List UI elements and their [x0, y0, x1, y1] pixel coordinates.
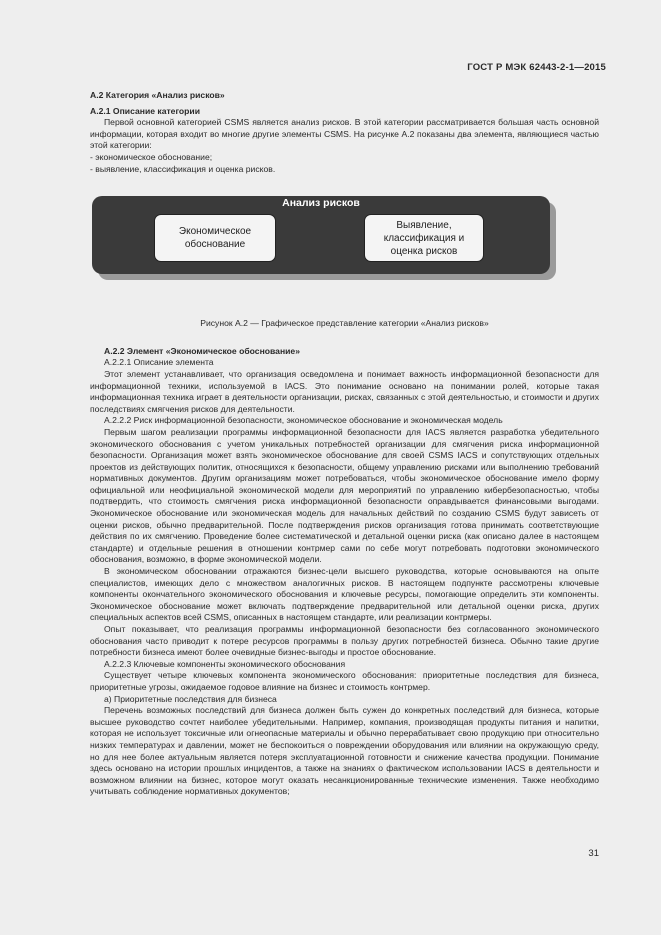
page-number: 31: [588, 848, 599, 859]
figure-title: Анализ рисков: [282, 197, 360, 210]
figure-element-box: [364, 214, 484, 262]
section-heading: A.2 Категория «Анализ рисков»: [90, 90, 225, 100]
paragraph: Опыт показывает, что реализация программы информационной безопасности без согласованного экономического обоснования часто приводит к потере ресурсов программы в пользу других потребностей бизнеса. Обычно такие другие потребности бизнеса имеют более очевидные бизнес-выгоды и простое обоснование.: [90, 624, 599, 658]
paragraph: Первой основной категорией CSMS является анализ рисков. В этой категории рассматривается большая часть основной информации, которая входит во многие другие элементы CSMS. На рисунке А.2 показаны два элемента, являющиеся частью этой категории:: [90, 117, 599, 151]
subheading: А.2.2.3 Ключевые компоненты экономического обоснования: [104, 658, 346, 669]
paragraph: Первым шагом реализации программы информационной безопасности для IACS является разработка убедительного экономического обоснования с учетом уникальных потребностей организации для смягчения риска информационной безопасности. Организация может взять экономическое обоснование для своей CSMS IACS и сопутствующих отдельных проектов из действующих политик, относящихся к безопасности, общему управлению рисками или выполнению требований нормативных документов. Другим организациям может потребоваться, чтобы экономическое обоснование имело форму официальной или неофициальной экономической модели для мероприятий по управлению кибербезопасностью, чтобы подтвердить, что стоимость смягчения риска информационной безопасности оправдывается финансовыми выгодами. Экономическое обоснование или экономическая модель для начальных действий по созданию CSMS будут зависеть от оценки рисков, обычно предварительной. После подтверждения рисков организация готова принимать соответствующие действия по их смягчению. Проведение более систематической и детальной оценки риска (как описано далее в настоящем стандарте) и отдельные решения в отношении контрмер сами по себе могут потребовать подготовки экономического обоснования, возможно, в форме экономической модели.: [90, 426, 599, 565]
bullet-list: [90, 152, 599, 175]
figure-category-box: [92, 196, 550, 274]
figure-caption: Рисунок А.2 — Графическое представление категории «Анализ рисков»: [200, 318, 489, 329]
list-item: - экономическое обоснование;: [90, 151, 213, 162]
list-item: - выявление, классификация и оценка рисков.: [90, 163, 276, 174]
figure-a2: [90, 190, 599, 318]
subheading: А.2.2.2 Риск информационной безопасности, экономическое обоснование и экономическая модель: [104, 415, 503, 426]
paragraph: Этот элемент устанавливает, что организация осведомлена и понимает важность информационной безопасности для информационной техники, используемой в IACS. Это понимание основано на понимании ролей, которые такая информационная техника играет в деятельности организации, рисках, связанных с этой деятельностью, и стоимости и других последствиях смягчения рисков для деятельности.: [90, 368, 599, 414]
page-content: [90, 90, 599, 798]
figure-element-box: [154, 214, 276, 262]
subsection-heading: A.2.1 Описание категории: [90, 105, 200, 116]
figure-element-label: Выявление, классификация и оценка рисков: [383, 219, 465, 257]
subheading: а) Приоритетные последствия для бизнеса: [104, 693, 277, 704]
figure-element-label: Экономическое обоснование: [178, 226, 252, 251]
paragraph: Существует четыре ключевых компонента экономического обоснования: приоритетные последствия для бизнеса, приоритетные угрозы, ожидаемое годовое влияние на бизнес и стоимость контрмер.: [90, 670, 599, 692]
paragraph: Перечень возможных последствий для бизнеса должен быть сужен до конкретных последствий для бизнеса, которые высшее руководство сочтет наиболее убедительными. Например, компания, производящая продукты питания и напитки, которая не использует токсичные или огнеопасные материалы и обычно перерабатывает свою продукцию при относительно низких температурах и давлении, может не беспокоиться о повреждении оборудования или влиянии на окружающую среду, но для нее более актуальным является потеря эксплуатационной готовности и снижение качества продукции. Понимание здесь основано на истории прошлых инцидентов, а также на знаниях о фактическом использовании IACS в деятельности и возможном влиянии на бизнес, которое могут оказать несанкционированные технические изменения. Также необходимо учитывать соблюдение нормативных документов;: [90, 705, 599, 797]
standard-header: ГОСТ Р МЭК 62443-2-1—2015: [467, 62, 606, 73]
paragraph: В экономическом обосновании отражаются бизнес-цели высшего руководства, которые основываются на опыте специалистов, имеющих дело с множеством аналогичных рисков. В настоящем подпункте рассмотрены ключевые компоненты окончательного экономического обоснования и ключевые ресурсы, помогающие определить эти компоненты. Экономическое обоснование может включать подтверждение предварительной или детальной оценки риска, других специальных аспектов всей CSMS, описанных в настоящем стандарте, или реализации контрмеры.: [90, 566, 599, 623]
subheading: А.2.2.1 Описание элемента: [104, 357, 214, 368]
element-heading: А.2.2 Элемент «Экономическое обоснование»: [104, 345, 300, 356]
